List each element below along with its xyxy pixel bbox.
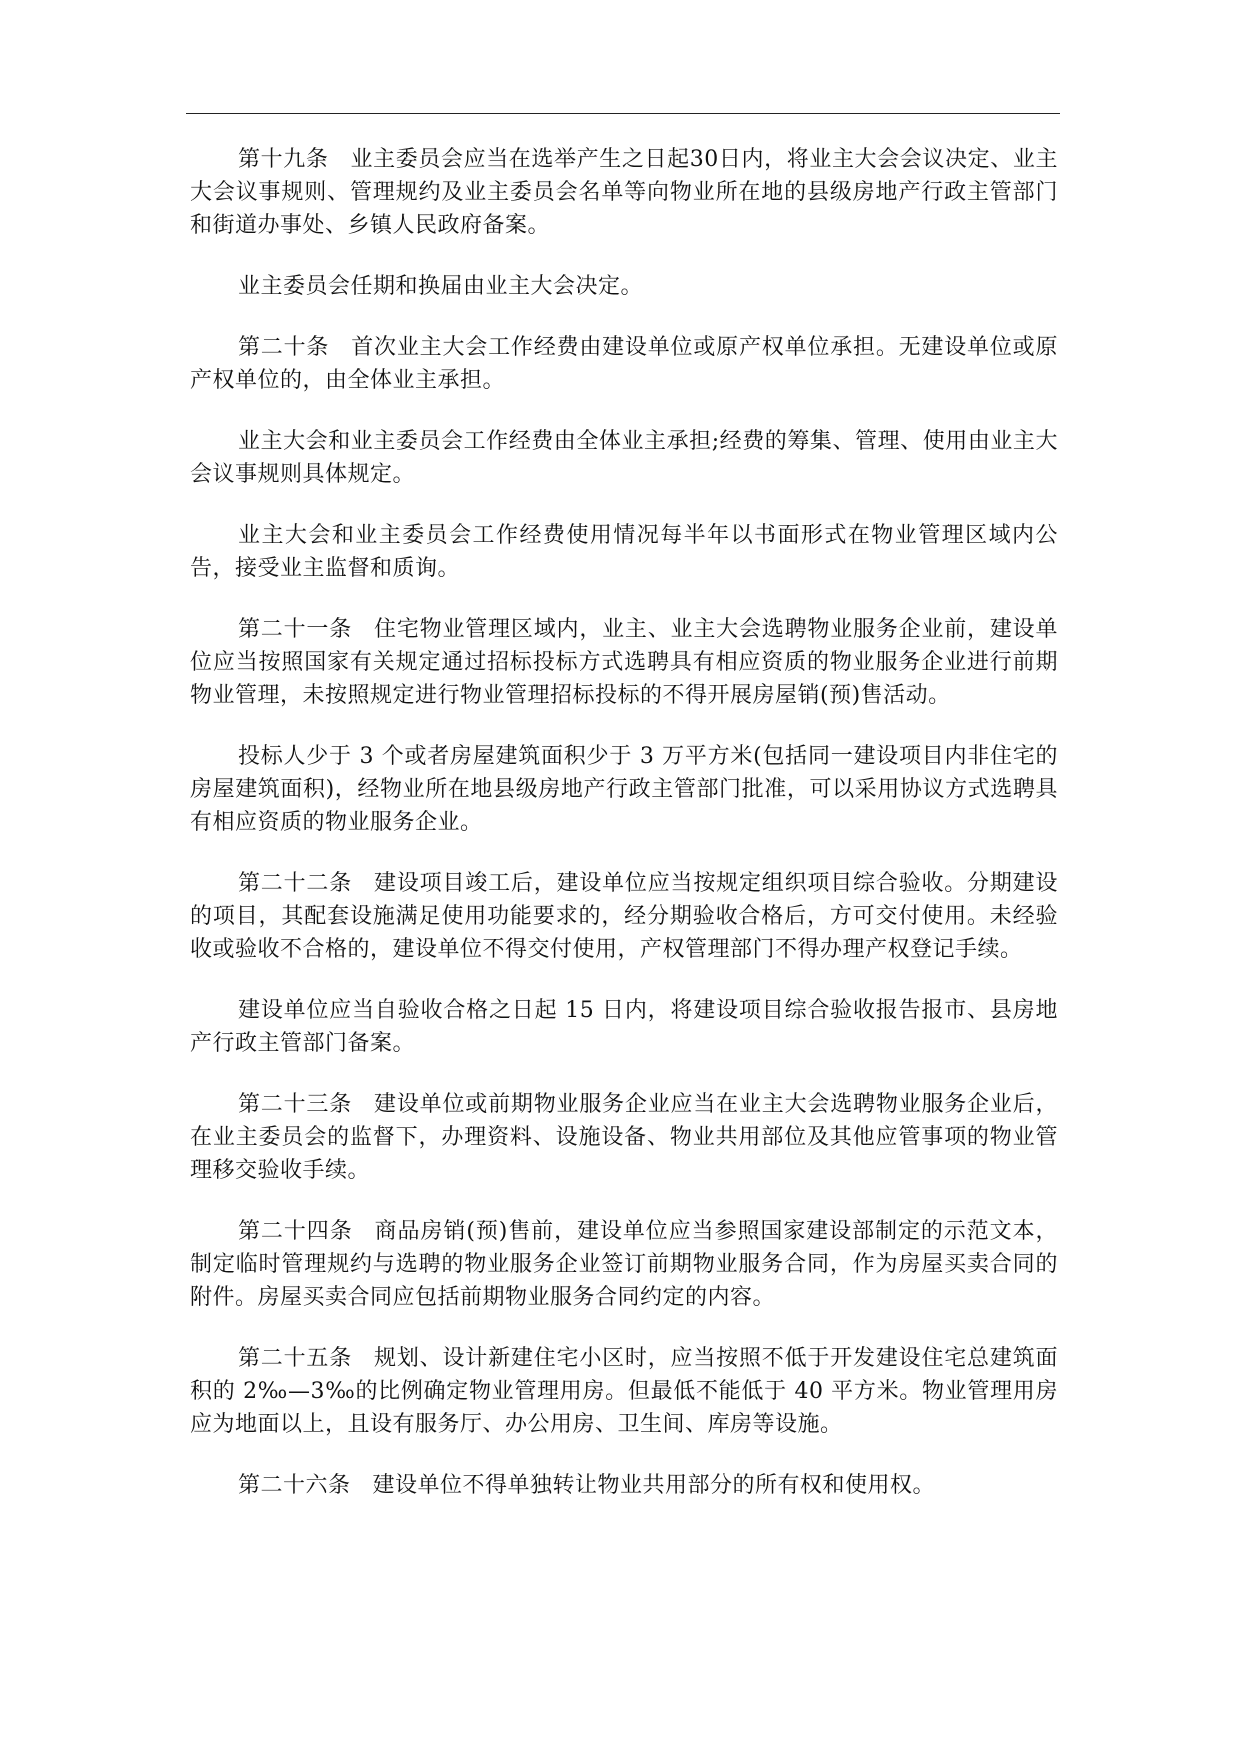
paragraph-text: 投标人少于 3 个或者房屋建筑面积少于 3 万平方米(包括同一建设项目内非住宅的房屋建筑面积)，经物业所在地县级房地产行政主管部门批准，可以采用协议方式选聘具有相应资质的物业服务企业。 [190, 744, 1058, 835]
paragraph-text: 业主大会和业主委员会工作经费使用情况每半年以书面形式在物业管理区域内公告，接受业主监督和质询。 [190, 523, 1058, 581]
paragraph [190, 613, 1058, 712]
paragraph [190, 867, 1058, 966]
paragraph-text: 首次业主大会工作经费由建设单位或原产权单位承担。无建设单位或原产权单位的，由全体业主承担。 [190, 335, 1058, 393]
paragraph-text: 建设单位应当自验收合格之日起 15 日内，将建设项目综合验收报告报市、县房地产行政主管部门备案。 [190, 998, 1058, 1056]
paragraph-text: 建设单位不得单独转让物业共用部分的所有权和使用权。 [372, 1473, 936, 1498]
paragraph [190, 1342, 1058, 1441]
article-number: 第二十四条 [238, 1219, 353, 1244]
article-number: 第二十二条 [238, 871, 353, 896]
article-number: 第二十六条 [238, 1473, 351, 1498]
paragraph-text: 建设项目竣工后，建设单位应当按规定组织项目综合验收。分期建设的项目，其配套设施满足使用功能要求的，经分期验收合格后，方可交付使用。未经验收或验收不合格的，建设单位不得交付使用，产权管理部门不得办理产权登记手续。 [190, 871, 1058, 962]
paragraph-text: 住宅物业管理区域内，业主、业主大会选聘物业服务企业前，建设单位应当按照国家有关规定通过招标投标方式选聘具有相应资质的物业服务企业进行前期物业管理，未按照规定进行物业管理招标投标的不得开展房屋销(预)售活动。 [190, 617, 1058, 708]
paragraph [190, 331, 1058, 397]
paragraph [190, 1088, 1058, 1187]
paragraph-text: 规划、设计新建住宅小区时，应当按照不低于开发建设住宅总建筑面积的 2‰—3‰的比例确定物业管理用房。但最低不能低于 40 平方米。物业管理用房应为地面以上，且设有服务厅、办公用房、卫生间、库房等设施。 [190, 1346, 1058, 1437]
article-number: 第二十三条 [238, 1092, 353, 1117]
paragraph-text: 商品房销(预)售前，建设单位应当参照国家建设部制定的示范文本，制定临时管理规约与选聘的物业服务企业签订前期物业服务合同，作为房屋买卖合同的附件。房屋买卖合同应包括前期物业服务合同约定的内容。 [190, 1219, 1058, 1310]
paragraph [190, 270, 1058, 303]
paragraph [190, 425, 1058, 491]
paragraph-text: 业主大会和业主委员会工作经费由全体业主承担;经费的筹集、管理、使用由业主大会议事规则具体规定。 [190, 429, 1058, 487]
document-body [190, 143, 1058, 1530]
paragraph-text: 建设单位或前期物业服务企业应当在业主大会选聘物业服务企业后，在业主委员会的监督下，办理资料、设施设备、物业共用部位及其他应管事项的物业管理移交验收手续。 [190, 1092, 1058, 1183]
paragraph [190, 1215, 1058, 1314]
paragraph-text: 业主委员会任期和换届由业主大会决定。 [238, 274, 644, 299]
paragraph [190, 519, 1058, 585]
paragraph [190, 1469, 1058, 1502]
article-number: 第二十条 [238, 335, 330, 360]
article-number: 第二十五条 [238, 1346, 353, 1371]
paragraph [190, 143, 1058, 242]
paragraph-text: 业主委员会应当在选举产生之日起30日内，将业主大会会议决定、业主大会议事规则、管理规约及业主委员会名单等向物业所在地的县级房地产行政主管部门和街道办事处、乡镇人民政府备案。 [190, 147, 1058, 238]
paragraph [190, 994, 1058, 1060]
header-rule [186, 113, 1060, 114]
article-number: 第二十一条 [238, 617, 353, 642]
article-number: 第十九条 [238, 147, 329, 172]
paragraph [190, 740, 1058, 839]
